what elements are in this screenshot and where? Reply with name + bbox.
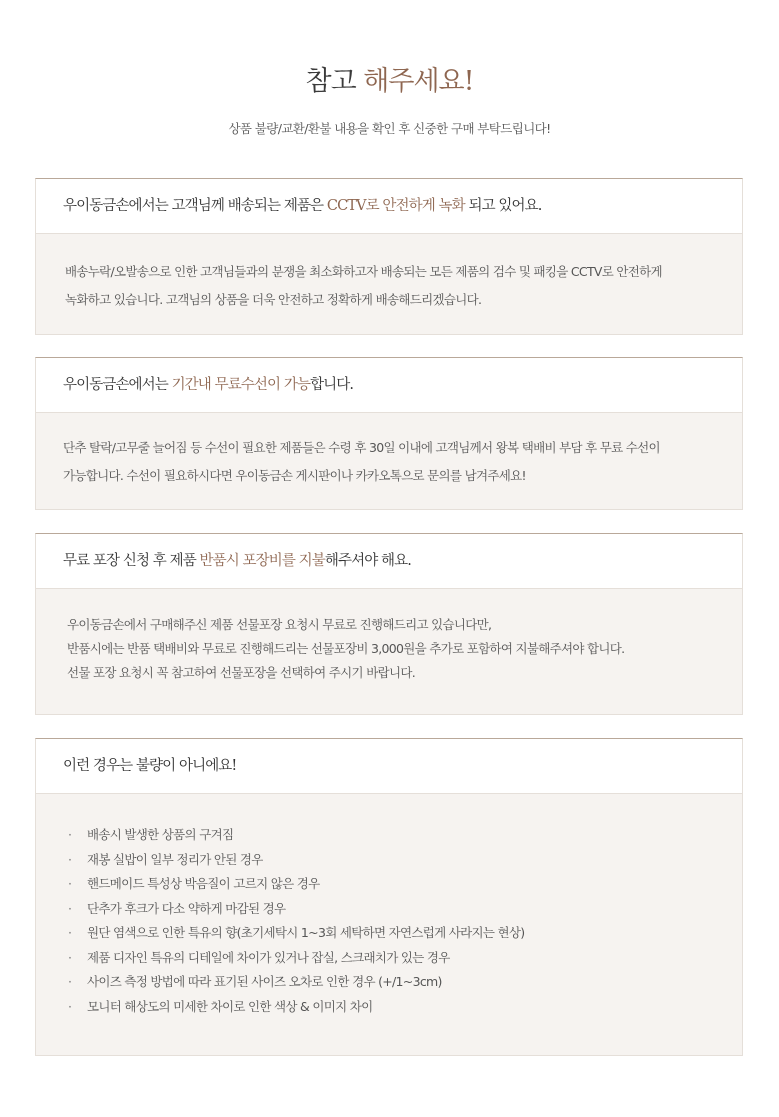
bullet-icon: · xyxy=(68,925,72,940)
notice-box-repair xyxy=(35,357,743,510)
heading-text: 해주셔야 해요. xyxy=(324,553,411,569)
list-item xyxy=(65,970,722,995)
list-item-text: 원단 염색으로 인한 특유의 향(초기세탁시 1~3회 세탁하면 자연스럽게 사라지는 현상) xyxy=(87,925,525,940)
notice-body xyxy=(36,234,742,314)
list-item-text: 배송시 발생한 상품의 구겨짐 xyxy=(87,827,234,842)
list-item xyxy=(65,921,722,946)
list-item-text: 재봉 실밥이 일부 정리가 안된 경우 xyxy=(87,851,263,867)
page-title xyxy=(0,60,779,104)
notice-heading: 이런 경우는 불량이 아니에요! xyxy=(36,739,742,794)
heading-highlight: 반품시 포장비를 지불 xyxy=(199,553,325,569)
bullet-icon: · xyxy=(68,974,72,989)
notice-heading xyxy=(36,179,742,234)
list-item-text: 사이즈 측정 방법에 따라 표기된 사이즈 오차로 인한 경우 (+/1~3cm) xyxy=(87,974,442,989)
list-item xyxy=(65,946,722,971)
list-item xyxy=(65,872,722,897)
notice-body xyxy=(36,589,742,685)
page-title-part1: 참고 xyxy=(305,66,356,97)
heading-text: 무료 포장 신청 후 제품 xyxy=(63,553,200,569)
bullet-icon: · xyxy=(68,900,72,916)
page-title-accent: 해주세요! xyxy=(363,66,474,97)
body-line: 우이동금손에서 구매해주신 제품 선물포장 요청시 무료로 진행해드리고 있습니다만, xyxy=(67,617,492,632)
body-line: 반품시에는 반품 택배비와 무료로 진행해드리는 선물포장비 3,000원을 추가로 포함하여 지불해주셔야 합니다. xyxy=(67,641,625,656)
notice-body xyxy=(36,413,742,490)
list-item xyxy=(65,848,722,873)
notice-box-not-defective xyxy=(35,738,743,1056)
heading-highlight: 기간내 무료수선이 가능 xyxy=(171,377,311,393)
heading-text: 우이동금손에서는 고객님께 배송되는 제품은 xyxy=(63,198,327,214)
body-line: 선물 포장 요청시 꼭 참고하여 선물포장을 선택하여 주시기 바랍니다. xyxy=(67,665,415,680)
heading-text: 되고 있어요. xyxy=(464,198,542,214)
list-item xyxy=(65,897,722,922)
bullet-icon: · xyxy=(68,876,72,891)
bullet-icon: · xyxy=(68,827,72,842)
bullet-icon: · xyxy=(68,949,72,965)
notice-body xyxy=(36,794,742,1019)
heading-highlight: CCTV로 안전하게 녹화 xyxy=(326,198,465,214)
list-item xyxy=(65,823,722,848)
list-item-text: 핸드메이드 특성상 박음질이 고르지 않은 경우 xyxy=(87,876,320,891)
heading-text: 합니다. xyxy=(310,377,354,393)
heading-text: 우이동금손에서는 xyxy=(63,377,172,393)
bullet-icon: · xyxy=(68,851,72,867)
notice-heading xyxy=(36,358,742,413)
bullet-icon: · xyxy=(68,998,72,1014)
body-line: 단추 탈락/고무줄 늘어짐 등 수선이 필요한 제품들은 수령 후 30일 이내에 고객님께서 왕복 택배비 부담 후 무료 수선이 xyxy=(63,440,660,455)
notice-box-cctv xyxy=(35,178,743,335)
list-item-text: 모니터 해상도의 미세한 차이로 인한 색상 & 이미지 차이 xyxy=(87,998,373,1014)
list-item-text: 제품 디자인 특유의 디테일에 차이가 있거나 잡실, 스크래치가 있는 경우 xyxy=(87,949,450,965)
page-subtitle: 상품 불량/교환/환불 내용을 확인 후 신중한 구매 부탁드립니다! xyxy=(228,121,551,136)
page-header xyxy=(0,60,779,137)
notice-heading xyxy=(36,534,742,589)
body-line: 녹화하고 있습니다. 고객님의 상품을 더욱 안전하고 정확하게 배송해드리겠습니다. xyxy=(65,292,482,307)
list-item xyxy=(65,995,722,1020)
notice-box-gift-wrap xyxy=(35,533,743,715)
body-line: 배송누락/오발송으로 인한 고객님들과의 분쟁을 최소화하고자 배송되는 모든 제품의 검수 및 패킹을 CCTV로 안전하게 xyxy=(65,264,662,279)
exception-list xyxy=(65,823,722,1019)
body-line: 가능합니다. 수선이 필요하시다면 우이동금손 게시판이나 카카오톡으로 문의를 남겨주세요! xyxy=(63,468,526,483)
list-item-text: 단추가 후크가 다소 약하게 마감된 경우 xyxy=(87,900,286,916)
